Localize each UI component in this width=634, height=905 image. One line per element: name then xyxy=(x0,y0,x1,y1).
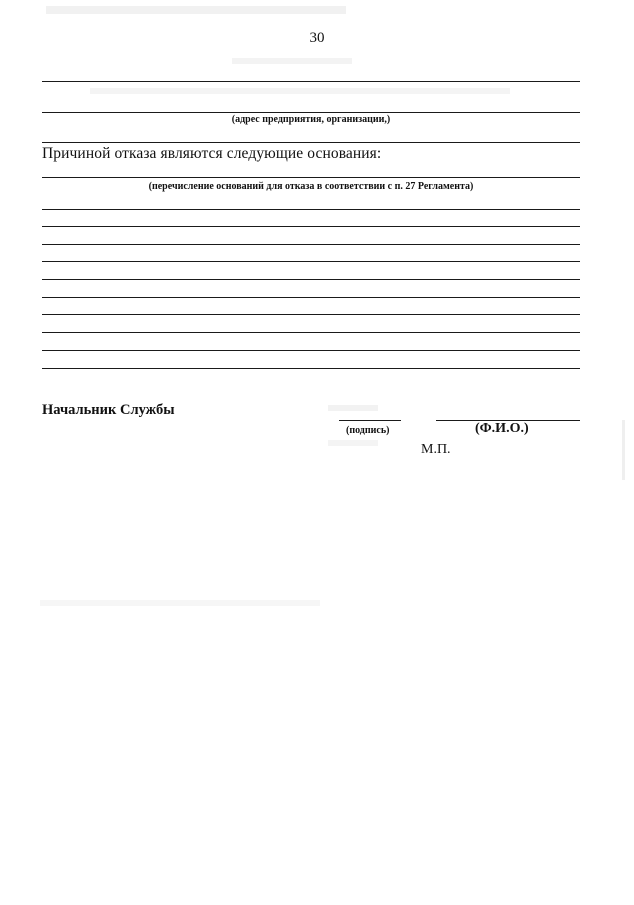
reasons-line-9 xyxy=(42,332,580,333)
refusal-heading: Причиной отказа являются следующие основания: xyxy=(42,145,382,162)
address-line-1 xyxy=(42,81,580,82)
reasons-line-3 xyxy=(42,226,580,227)
bleed-through-mark xyxy=(328,440,378,446)
signature-caption: (подпись) xyxy=(346,425,390,436)
bleed-through-mark xyxy=(46,6,346,14)
reasons-line-6 xyxy=(42,279,580,280)
bleed-through-mark xyxy=(232,58,352,64)
signer-title: Начальник Службы xyxy=(42,402,175,418)
bleed-through-mark xyxy=(90,88,510,94)
stamp-label: М.П. xyxy=(421,442,451,457)
page-number: 30 xyxy=(309,30,325,46)
bleed-through-mark xyxy=(40,600,320,606)
address-line-2 xyxy=(42,112,580,113)
bleed-through-mark xyxy=(328,405,378,411)
bleed-through-mark xyxy=(622,420,625,480)
reasons-line-4 xyxy=(42,244,580,245)
address-caption: (адрес предприятия, организации,) xyxy=(231,114,391,125)
reasons-line-10 xyxy=(42,350,580,351)
reasons-line-8 xyxy=(42,314,580,315)
reasons-line-7 xyxy=(42,297,580,298)
reasons-line-11 xyxy=(42,368,580,369)
signature-line xyxy=(339,420,401,421)
fio-caption: (Ф.И.О.) xyxy=(475,421,529,436)
reasons-caption: (перечисление оснований для отказа в соответствии с п. 27 Регламента) xyxy=(148,181,474,192)
reasons-line-2 xyxy=(42,209,580,210)
reasons-line-5 xyxy=(42,261,580,262)
address-line-3 xyxy=(42,142,580,143)
reasons-line-1 xyxy=(42,177,580,178)
